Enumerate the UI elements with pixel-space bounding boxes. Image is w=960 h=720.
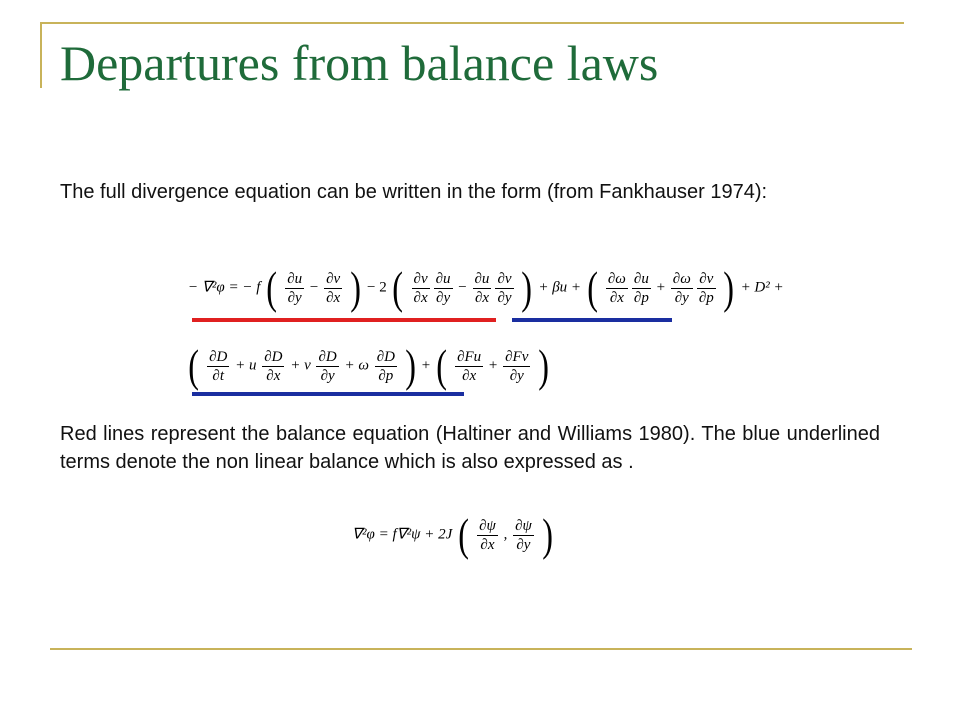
slide-frame-left <box>40 22 42 88</box>
nonlinear-underline-blue-1 <box>512 318 672 322</box>
eq1-lhs: − ∇²φ = − f <box>188 279 261 296</box>
slide-frame-top <box>40 22 904 24</box>
balance-underline-red <box>192 318 496 322</box>
divergence-equation-line-2: ( $\frac{\partial D}{\partial t}$ + u $\frac{\partial D}{\partial x}$ + v $\frac{\partial D}{\partial y}$ + ω $\frac{\partial D}{\partial p}$ ) + ( $\frac{\partial Fu}{\partial x}$ + $\frac{\partial Fv}{\partial y}$ ) <box>188 340 550 391</box>
nonlinear-balance-equation: ∇²φ = f∇²ψ + 2J ( $\frac{\partial\psi}{\partial x}$ , $\frac{\partial\psi}{\partial y}$ ) <box>352 509 553 560</box>
explanation-paragraph: Red lines represent the balance equation (Haltiner and Williams 1980). The blue underlined terms denote the non linear balance which is also expressed as . <box>60 423 880 473</box>
divergence-equation-line-1: − ∇²φ = − f ( $\frac{\partial u}{\partial y}$ − $\frac{\partial v}{\partial x}$ ) − 2 ( $\frac{\partial v}{\partial x}$ $\frac{\partial u}{\partial y}$ − $\frac{\partial u}{\partial x}$ $\frac{\partial v}{\partial y}$ ) + βu + ( $\frac{\partial\omega}{\partial x}$ $\frac{\partial u}{\partial p}$ + $\frac{\partial\omega}{\partial y}$ $\frac{\partial v}{\partial p}$ ) + D² + <box>188 262 784 313</box>
slide-frame-bottom <box>50 648 912 650</box>
nonlinear-underline-blue-2 <box>192 392 464 396</box>
intro-paragraph: The full divergence equation can be written in the form (from Fankhauser 1974): <box>60 181 768 203</box>
slide-title: Departures from balance laws <box>60 35 659 91</box>
